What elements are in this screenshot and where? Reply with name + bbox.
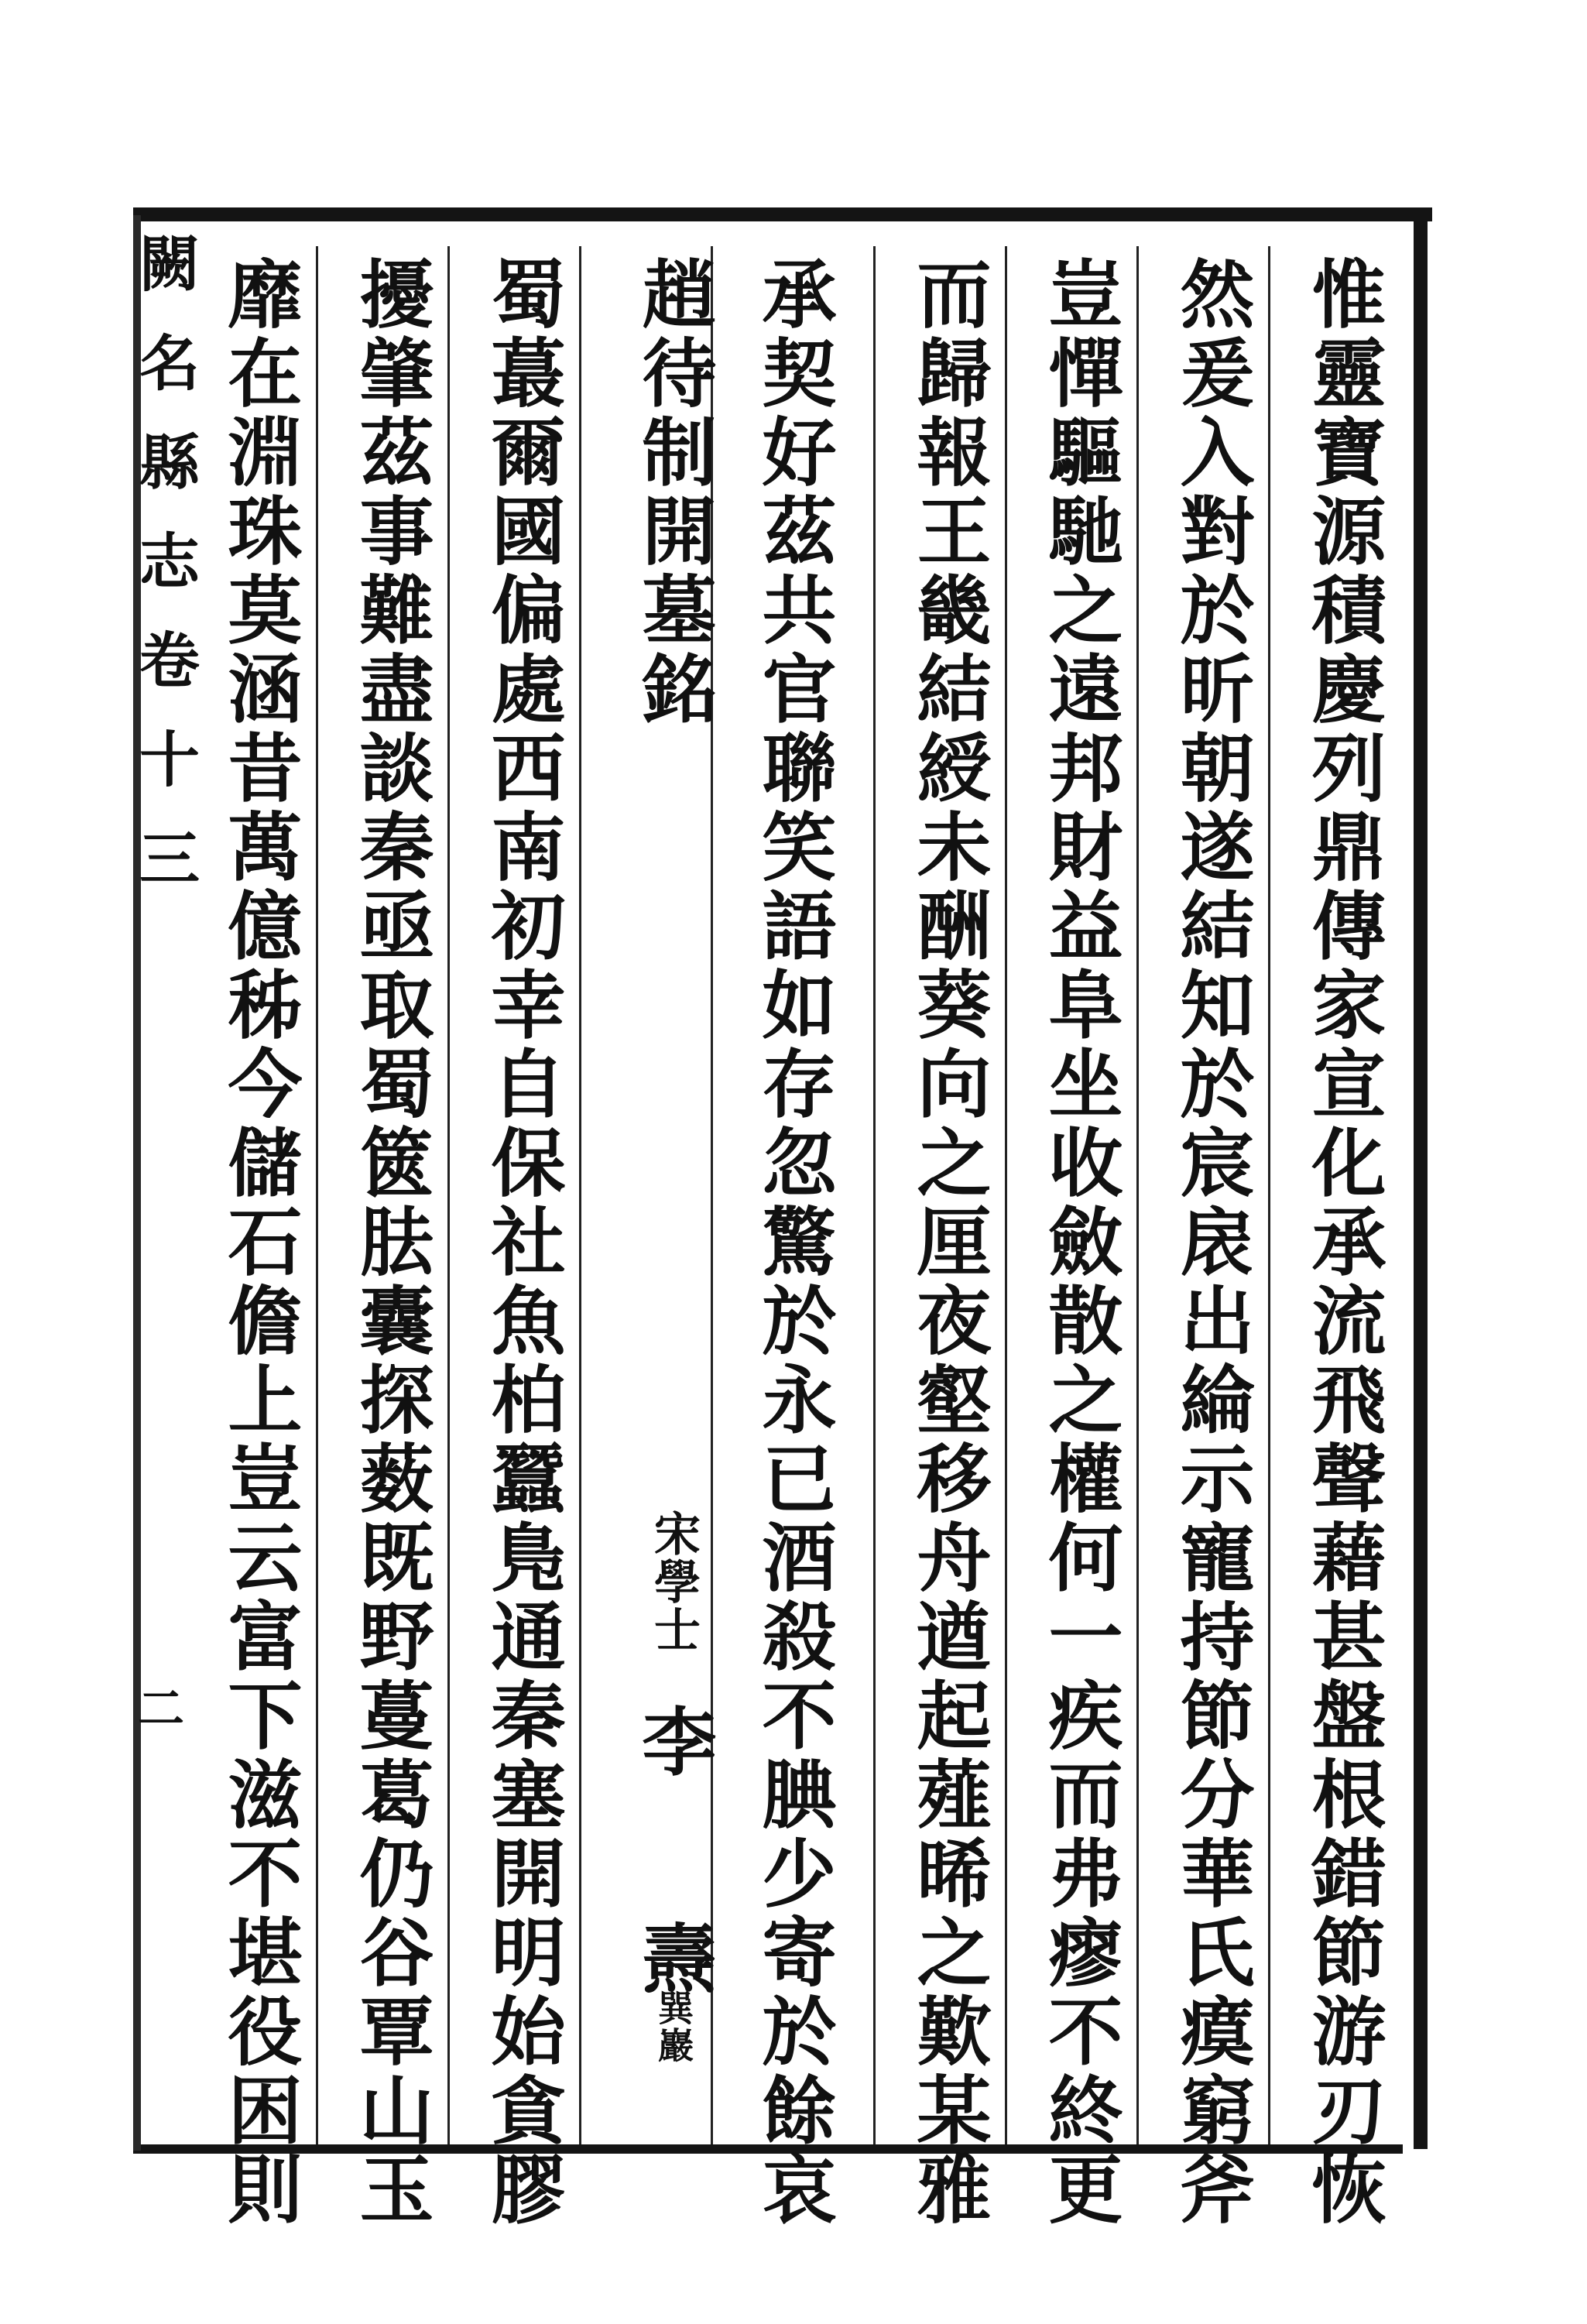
column-rule bbox=[1005, 246, 1007, 2144]
author-rank: 宋學士 bbox=[646, 1510, 701, 1654]
frame-border-top bbox=[133, 207, 1432, 221]
epitaph-title: 趙待制開墓銘 bbox=[630, 255, 718, 729]
text-column-7: 蜀蕞爾國偏處西南初幸自保社魚柏蠶鳬通秦塞開明始貪膠 bbox=[479, 255, 567, 2230]
author-surname: 李 bbox=[630, 1703, 718, 1782]
column-rule bbox=[873, 246, 876, 2144]
text-column-1: 惟靈寶源積慶列鼎傳家宣化承流飛聲藉甚盤根錯節游刃恢 bbox=[1300, 255, 1387, 2230]
text-column-4: 而歸報王畿結綬未酬葵向之厘夜壑移舟遒起薤晞之歎某雅 bbox=[905, 255, 992, 2230]
column-rule bbox=[579, 246, 581, 2144]
column-rule bbox=[1136, 246, 1139, 2144]
frame-border-right bbox=[1414, 215, 1428, 2149]
text-column-8: 擾肇茲事難盡談秦亟取蜀篋胠囊探薮既野蔓葛仍谷覃山玉 bbox=[348, 255, 435, 2230]
folio-number: 二 bbox=[138, 1682, 184, 1736]
author-name: 燾 bbox=[630, 1920, 718, 1999]
text-column-5: 承契好茲共官聯笑語如存忽驚於永已酒殺不腆少寄於餘哀 bbox=[750, 255, 838, 2230]
column-rule bbox=[447, 246, 450, 2144]
author-courtesy-name: 巽巖 bbox=[653, 1990, 694, 2064]
column-rule bbox=[1268, 246, 1270, 2144]
text-column-2: 然爰入對於昕朝遂結知於宸扆出綸示寵持節分華氏瘼窮斧 bbox=[1168, 255, 1256, 2230]
text-column-3: 豈憚驅馳之遠邦財益阜坐收斂散之權何一疾而弗瘳不終更 bbox=[1037, 255, 1124, 2230]
text-column-9: 靡在淵珠莫涵昔萬億秭今儲石儋上豈云富下滋不堪役困則 bbox=[216, 255, 303, 2230]
column-rule bbox=[316, 246, 318, 2144]
margin-title: 闕名縣志卷十三 bbox=[129, 232, 200, 926]
